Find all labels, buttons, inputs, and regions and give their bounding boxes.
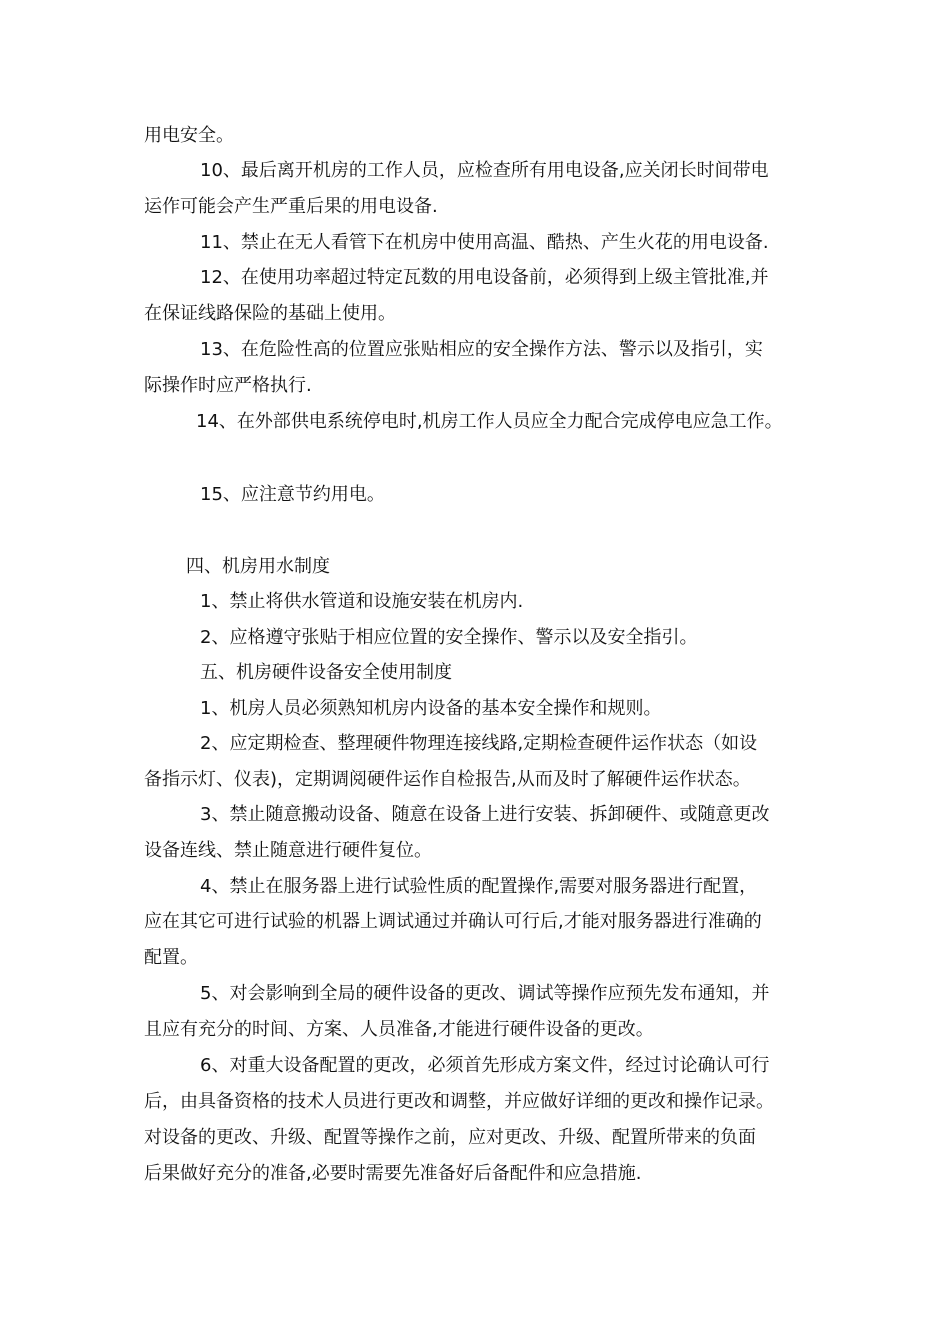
- text-line: 设备连线、禁止随意进行硬件复位。: [144, 840, 432, 861]
- text-line: 6、对重大设备配置的更改，必须首先形成方案文件，经过讨论确认可行: [200, 1055, 770, 1076]
- text-line: 配置。: [144, 947, 198, 968]
- text-line: 运作可能会产生严重后果的用电设备.: [144, 196, 438, 217]
- text-line: 12、在使用功率超过特定瓦数的用电设备前，必须得到上级主管批准,并: [200, 267, 769, 288]
- text-line: 5、对会影响到全局的硬件设备的更改、调试等操作应预先发布通知，并: [200, 983, 770, 1004]
- section-heading: 五、机房硬件设备安全使用制度: [200, 662, 452, 683]
- text-line: 11、禁止在无人看管下在机房中使用高温、酷热、产生火花的用电设备.: [200, 232, 769, 253]
- text-line: 在保证线路保险的基础上使用。: [144, 303, 396, 324]
- text-line: 13、在危险性高的位置应张贴相应的安全操作方法、警示以及指引，实: [200, 339, 763, 360]
- section-heading: 四、机房用水制度: [186, 556, 330, 577]
- text-line: 2、应格遵守张贴于相应位置的安全操作、警示以及安全指引。: [200, 627, 698, 648]
- text-line: 2、应定期检查、整理硬件物理连接线路,定期检查硬件运作状态（如设: [200, 733, 758, 754]
- text-line: 1、机房人员必须熟知机房内设备的基本安全操作和规则。: [200, 698, 662, 719]
- text-line: 4、禁止在服务器上进行试验性质的配置操作,需要对服务器进行配置，: [200, 876, 758, 897]
- text-line: 后果做好充分的准备,必要时需要先准备好后备配件和应急措施.: [144, 1163, 642, 1184]
- text-line: 且应有充分的时间、方案、人员准备,才能进行硬件设备的更改。: [144, 1019, 654, 1040]
- text-line: 对设备的更改、升级、配置等操作之前，应对更改、升级、配置所带来的负面: [144, 1127, 756, 1148]
- text-line: 15、应注意节约用电。: [200, 484, 385, 505]
- text-line: 后，由具备资格的技术人员进行更改和调整，并应做好详细的更改和操作记录。: [144, 1091, 774, 1112]
- text-line: 备指示灯、仪表)，定期调阅硬件运作自检报告,从而及时了解硬件运作状态。: [144, 769, 751, 790]
- text-line: 1、禁止将供水管道和设施安装在机房内.: [200, 591, 524, 612]
- text-line: 14、在外部供电系统停电时,机房工作人员应全力配合完成停电应急工作。: [196, 411, 783, 432]
- text-line: 10、最后离开机房的工作人员，应检查所有用电设备,应关闭长时间带电: [200, 160, 769, 181]
- text-line: 际操作时应严格执行.: [144, 375, 312, 396]
- text-line: 用电安全。: [144, 125, 234, 146]
- text-line: 应在其它可进行试验的机器上调试通过并确认可行后,才能对服务器进行准确的: [144, 911, 762, 932]
- text-line: 3、禁止随意搬动设备、随意在设备上进行安装、拆卸硬件、或随意更改: [200, 804, 770, 825]
